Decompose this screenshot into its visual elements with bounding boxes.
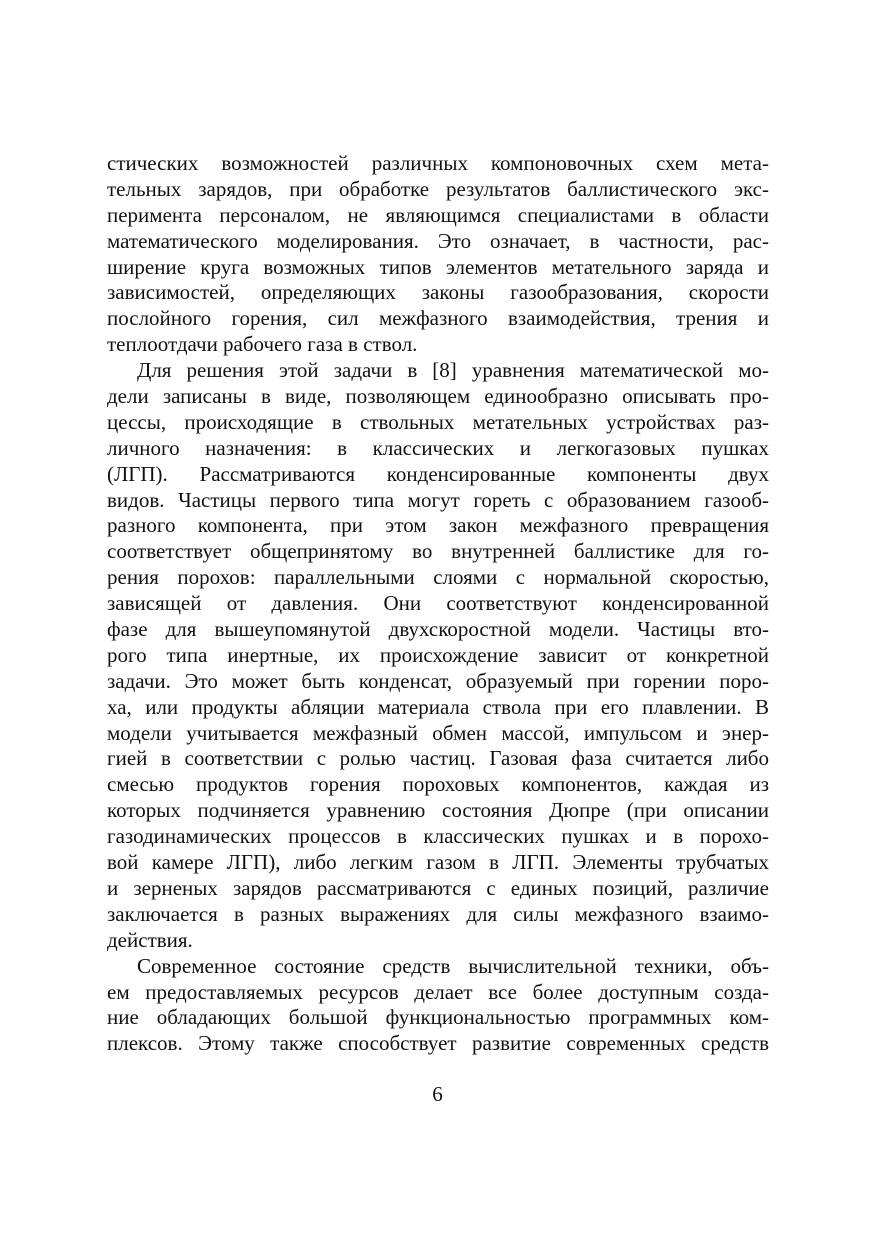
text-line: газодинамических процессов в классических пушках и в порохо- [107, 824, 769, 849]
text-line: зависимостей, определяющих законы газообразования, скорости [107, 280, 769, 305]
text-line: модели учитывается межфазный обмен массой, импульсом и энер- [107, 720, 769, 745]
text-line: Для решения этой задачи в [8] уравнения математической мо- [137, 358, 769, 383]
text-line: (ЛГП). Рассматриваются конденсированные компоненты двух [107, 461, 769, 486]
text-line: математического моделирования. Это означает, в частности, рас- [107, 228, 769, 253]
text-line: и зерненых зарядов рассматриваются с единых позиций, различие [107, 875, 769, 900]
text-line: зависящей от давления. Они соответствуют конденсированной [107, 591, 769, 616]
text-line: действия. [107, 927, 193, 952]
paragraph-3 [107, 954, 769, 1058]
text-line: смесью продуктов горения пороховых компонентов, каждая из [107, 772, 769, 797]
text-line: стических возможностей различных компоновочных схем мета- [107, 151, 769, 175]
text-line: задачи. Это может быть конденсат, образуемый при горении поро- [107, 668, 769, 693]
text-line: видов. Частицы первого типа могут гореть с образованием газооб- [107, 487, 769, 512]
paragraph-1 [107, 151, 769, 358]
text-line: ха, или продукты абляции материала ствола при его плавлении. В [107, 694, 769, 719]
text-line: заключается в разных выражениях для силы межфазного взаимо- [107, 901, 769, 926]
text-line: вой камере ЛГП), либо легким газом в ЛГП. Элементы трубчатых [107, 850, 769, 875]
text-line: соответствует общепринятому во внутренней баллистике для го- [107, 539, 769, 564]
text-line: плексов. Этому также способствует развитие современных средств [107, 1031, 769, 1056]
text-line: Современное состояние средств вычислительной техники, объ- [137, 953, 769, 978]
text-line: теплоотдачи рабочего газа в ствол. [107, 332, 418, 357]
text-line: цессы, происходящие в ствольных метательных устройствах раз- [107, 409, 769, 434]
text-line: рого типа инертные, их происхождение зависит от конкретной [107, 642, 769, 667]
page-number: 6 [432, 1082, 443, 1106]
text-line: ем предоставляемых ресурсов делает все более доступным созда- [107, 979, 769, 1004]
text-line: фазе для вышеупомянутой двухскоростной модели. Частицы вто- [107, 617, 769, 642]
paragraph-2 [107, 358, 769, 953]
text-line: которых подчиняется уравнению состояния Дюпре (при описании [107, 798, 769, 823]
text-line: послойного горения, сил межфазного взаимодействия, трения и [107, 306, 769, 331]
text-line: разного компонента, при этом закон межфазного превращения [107, 513, 769, 538]
page-body [107, 151, 769, 1057]
text-line: личного назначения: в классических и легкогазовых пушках [107, 435, 769, 460]
text-line: гией в соответствии с ролью частиц. Газовая фаза считается либо [107, 746, 769, 771]
text-line: ние обладающих большой функциональностью программных ком- [107, 1005, 769, 1030]
text-line: перимента персоналом, не являющимся специалистами в области [107, 202, 769, 227]
text-line: рения порохов: параллельными слоями с нормальной скоростью, [107, 565, 769, 590]
text-line: тельных зарядов, при обработке результатов баллистического экс- [107, 176, 769, 201]
text-line: ширение круга возможных типов элементов метательного заряда и [107, 254, 769, 279]
text-line: дели записаны в виде, позволяющем единообразно описывать про- [107, 384, 769, 409]
